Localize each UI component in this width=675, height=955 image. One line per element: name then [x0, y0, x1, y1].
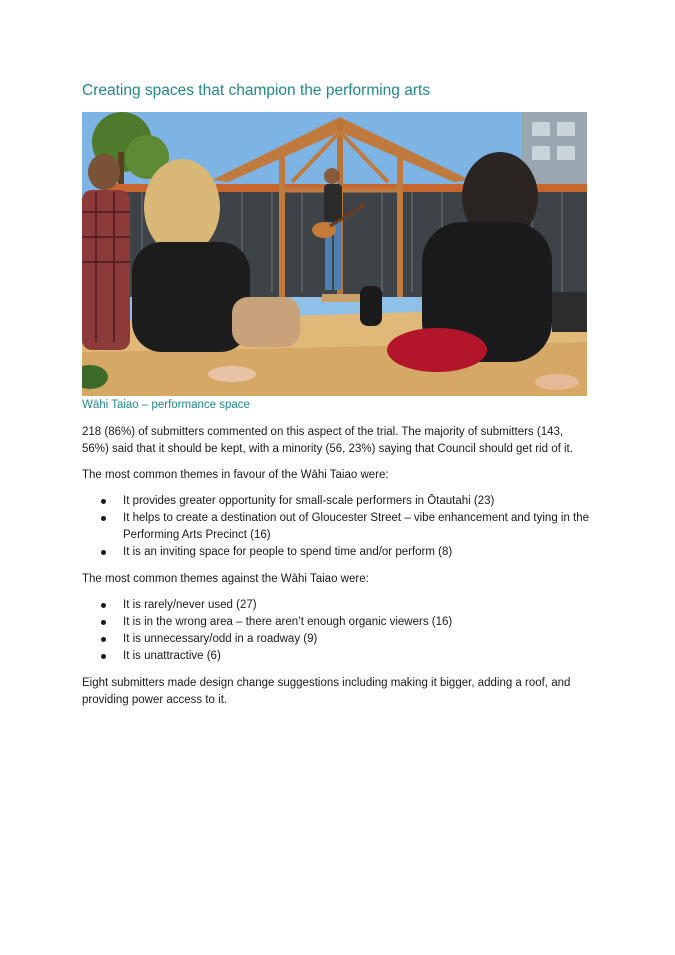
list-item: It is rarely/never used (27)	[82, 597, 592, 614]
themes-for-list	[82, 493, 592, 561]
themes-for-intro: The most common themes in favour of the Wāhi Taiao were:	[82, 469, 389, 481]
list-item: It is unattractive (6)	[82, 648, 592, 665]
performance-space-photo	[82, 112, 587, 396]
list-item: It is unnecessary/odd in a roadway (9)	[82, 631, 592, 648]
list-item: It is an inviting space for people to spend time and/or perform (8)	[82, 544, 592, 561]
themes-against-intro: The most common themes against the Wāhi Taiao were:	[82, 573, 369, 585]
list-item: It helps to create a destination out of Gloucester Street – vibe enhancement and tying in the Performing Arts Precinct (16)	[82, 510, 592, 544]
paragraph-submissions: 218 (86%) of submitters commented on this aspect of the trial. The majority of submitters (143, 56%) said that it should be kept, with a minority (56, 23%) saying that Council should get rid of it.	[82, 426, 573, 455]
list-item: It is in the wrong area – there aren’t enough organic viewers (16)	[82, 614, 592, 631]
themes-against-list	[82, 597, 592, 665]
image-caption: Wāhi Taiao – performance space	[82, 399, 250, 411]
section-heading: Creating spaces that champion the performing arts	[82, 82, 431, 99]
paragraph-design-suggestions: Eight submitters made design change suggestions including making it bigger, adding a roof, and providing power access to it.	[82, 677, 571, 706]
list-item: It provides greater opportunity for small-scale performers in Ōtautahi (23)	[82, 493, 592, 510]
